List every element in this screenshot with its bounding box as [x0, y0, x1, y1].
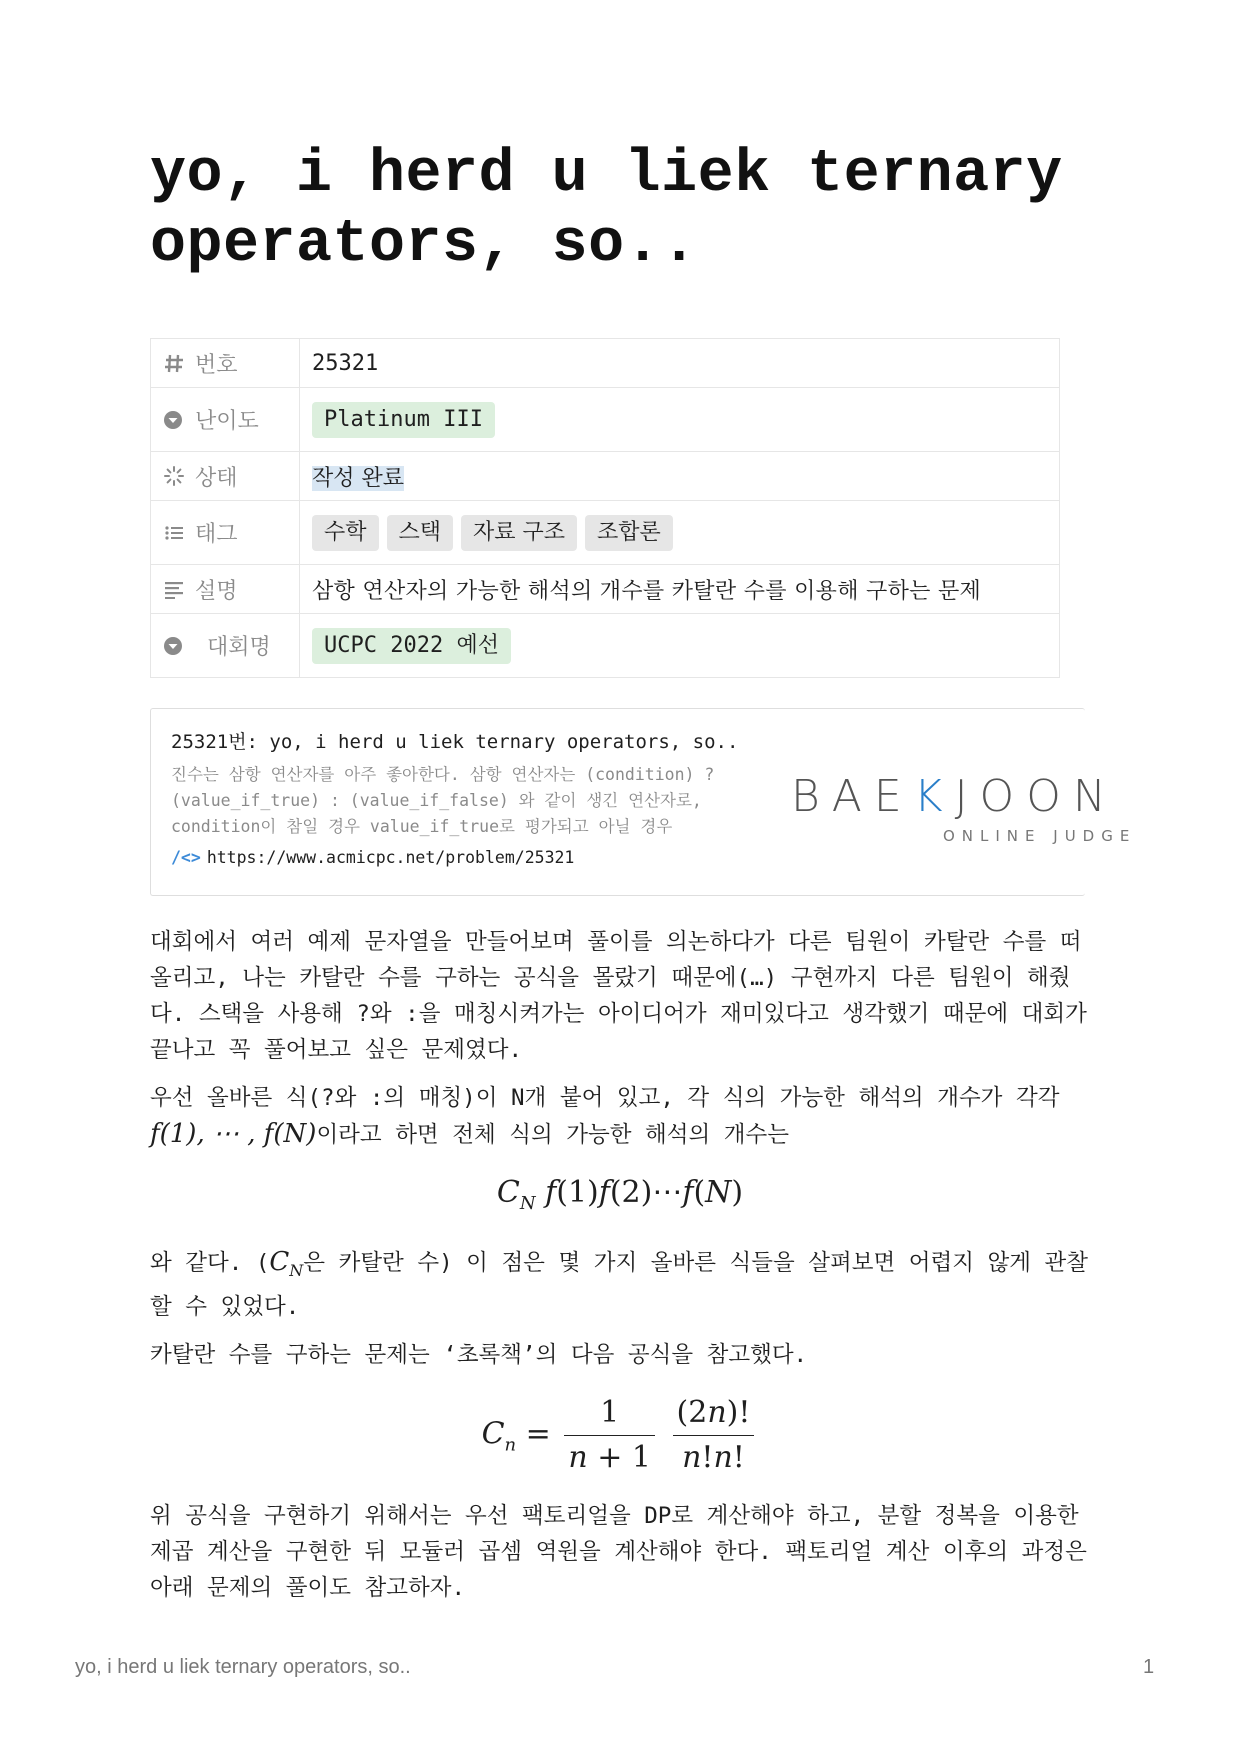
description-value[interactable]: 삼항 연산자의 가능한 해석의 개수를 카탈란 수를 이용해 구하는 문제 — [312, 578, 982, 604]
page-title: yo, i herd u liek ternary operators, so.. — [150, 141, 1063, 279]
equation-catalan: $C_n$ = $\frac{1}{n + 1}$ $\frac{(2n)!}{n!n!}$ — [150, 1395, 1090, 1476]
math-inline: f(1), ⋯ , f(N) — [150, 1119, 317, 1149]
select-icon — [163, 636, 189, 656]
code-icon: /<> — [171, 848, 201, 867]
property-row-number — [151, 339, 1060, 388]
text-icon — [163, 578, 189, 600]
property-label: 난이도 — [195, 409, 259, 434]
paragraph: 대회에서 여러 예제 문자열을 만들어보며 풀이를 의논하다가 다른 팀원이 카탈란 수를 떠올리고, 나는 카탈란 수를 구하는 공식을 몰랐기 때문에(…) 구현까지 다른 팀원이 해줬다. 스택을 사용해 ?와 :을 매칭시켜가는 아이디어가 재미있다고 생각했기 때문에 대회가 끝나고 꼭 풀어보고 싶은 문제였다. — [150, 929, 1087, 1063]
property-row-tags — [151, 501, 1060, 565]
property-row-difficulty — [151, 388, 1060, 452]
property-row-description — [151, 565, 1060, 614]
baekjoon-logo — [791, 771, 1137, 851]
status-icon — [163, 465, 189, 487]
tag-pill[interactable]: 수학 — [312, 515, 379, 551]
equation-product: $C_N$ f(1)f(2)⋯f(N) — [496, 1175, 744, 1214]
tag-pill[interactable]: 조합론 — [585, 515, 673, 551]
list-icon — [163, 522, 189, 544]
page-number: 1 — [1143, 1656, 1155, 1678]
paragraph: 위 공식을 구현하기 위해서는 우선 팩토리얼을 DP로 계산해야 하고, 분할 정복을 이용한 제곱 계산을 구현한 뒤 모듈러 곱셈 역원을 계산해야 한다. 팩토리얼 계산 이후의 과정은 아래 문제의 풀이도 참고하자. — [150, 1503, 1087, 1602]
property-label: 상태 — [195, 465, 238, 491]
paragraph: 카탈란 수를 구하는 문제는 ‘초록책’의 다음 공식을 참고했다. — [150, 1342, 808, 1369]
paragraph: 우선 올바른 식(?와 :의 매칭)이 N개 붙어 있고, 각 식의 가능한 해석의 개수가 각각 f(1), ⋯ , f(N)이라고 하면 전체 식의 가능한 해석의 개수는 — [150, 1085, 1060, 1149]
property-row-status — [151, 452, 1060, 501]
math-inline: $C_N$ — [269, 1247, 304, 1281]
problem-number[interactable]: 25321 — [300, 339, 1060, 388]
property-row-contest — [151, 614, 1060, 678]
tag-pill[interactable]: 스택 — [387, 515, 454, 551]
property-label: 태그 — [195, 522, 238, 547]
article-body — [150, 924, 1090, 1618]
contest-badge[interactable]: UCPC 2022 예선 — [312, 628, 511, 664]
property-label: 대회명 — [207, 635, 271, 660]
tag-pill[interactable]: 자료 구조 — [461, 515, 577, 551]
logo-word: BAEKJOON — [791, 771, 1118, 822]
property-label: 번호 — [195, 352, 238, 378]
property-label: 설명 — [195, 578, 238, 604]
logo-subtitle: ONLINE JUDGE — [943, 827, 1137, 845]
hash-icon — [163, 352, 189, 374]
paragraph: 와 같다. ($C_N$은 카탈란 수) 이 점은 몇 가지 올바른 식들을 살펴보면 어렵지 않게 관찰할 수 있었다. — [150, 1247, 1088, 1321]
footer-title: yo, i herd u liek ternary operators, so.. — [75, 1656, 411, 1678]
status-value[interactable]: 작성 완료 — [312, 465, 405, 491]
properties-table — [150, 338, 1060, 678]
bookmark-title: 25321번: yo, i herd u liek ternary operators, so.. — [171, 731, 739, 753]
bookmark-description: 진수는 삼항 연산자를 아주 좋아한다. 삼항 연산자는 (condition) ? (value_if_true) : (value_if_false) 와 같이 생긴 연산자로, condition이 참일 경우 value_if_true로 평가되고 아닐 경우 — [171, 765, 715, 836]
bookmark-card[interactable] — [150, 708, 1137, 896]
difficulty-badge[interactable]: Platinum III — [312, 402, 495, 438]
bookmark-url[interactable]: https://www.acmicpc.net/problem/25321 — [206, 848, 575, 867]
select-icon — [163, 410, 189, 430]
